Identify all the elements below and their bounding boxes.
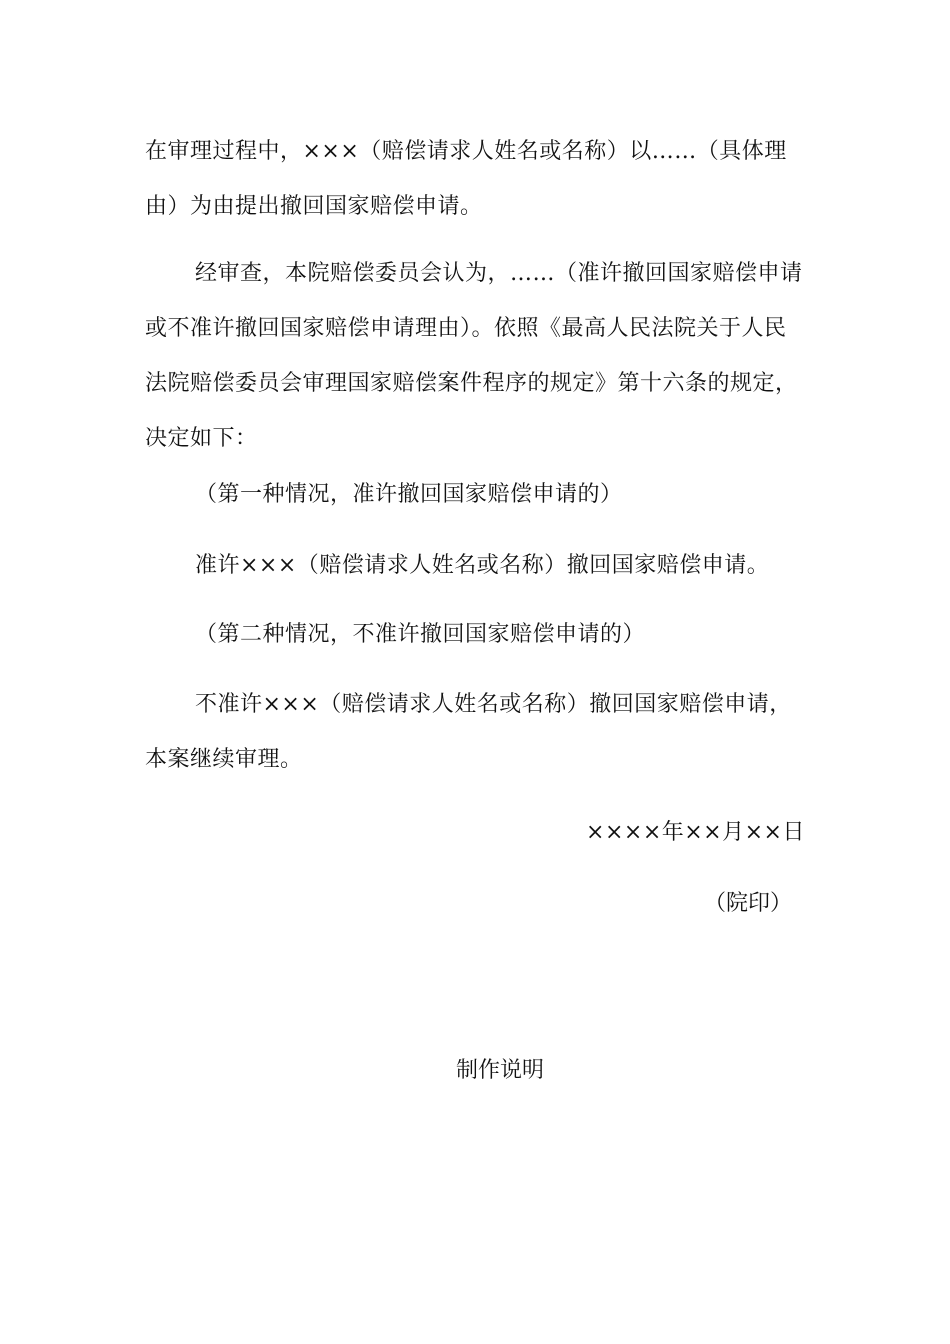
paragraph-review-basis: 经审查，本院赔偿委员会认为，……（准许撤回国家赔偿申请或不准许撤回国家赔偿申请理由）。依照《最高人民法院关于人民法院赔偿委员会审理国家赔偿案件程序的规定》第十六条的规定，决定如下：: [145, 261, 803, 451]
case1-heading: （第一种情况，准许撤回国家赔偿申请的）: [195, 482, 623, 507]
case2-decision: 不准许×××（赔偿请求人姓名或名称）撤回国家赔偿申请，本案继续审理。: [145, 692, 792, 772]
paragraph-withdrawal-reason: 在审理过程中，×××（赔偿请求人姓名或名称）以……（具体理由）为由提出撤回国家赔偿申请。: [145, 139, 787, 219]
decision-date: ××××年××月××日: [586, 820, 805, 845]
section-title: 制作说明: [455, 1058, 544, 1083]
case1-decision: 准许×××（赔偿请求人姓名或名称）撤回国家赔偿申请。: [195, 553, 770, 578]
court-seal-placeholder: （院印）: [703, 891, 792, 916]
case2-heading: （第二种情况，不准许撤回国家赔偿申请的）: [195, 622, 646, 647]
